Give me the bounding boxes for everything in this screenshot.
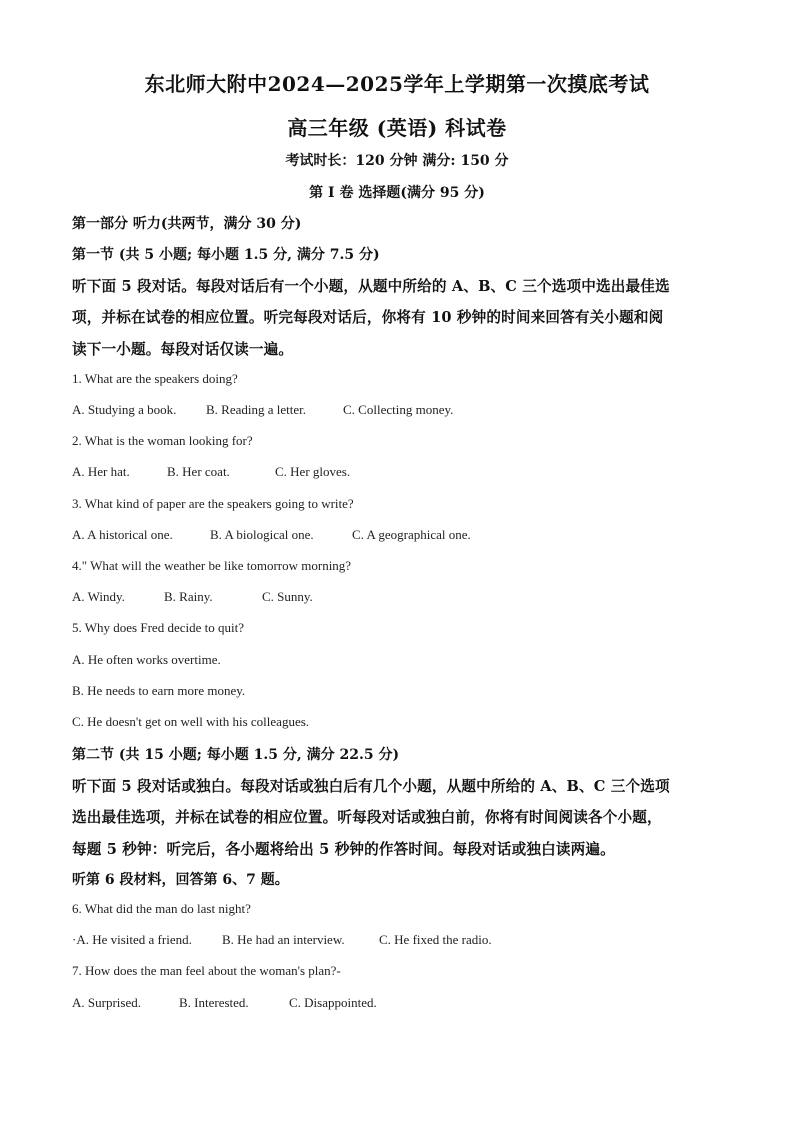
option-a: A. Windy. — [72, 589, 125, 604]
option-c: C. Collecting money. — [343, 402, 454, 417]
section1-instruction-line: 读下一小题。每段对话仅读一遍。 — [72, 341, 294, 358]
question-5-option-a: A. He often works overtime. — [72, 652, 221, 667]
question-3: 3. What kind of paper are the speakers going to write? — [72, 496, 354, 511]
option-c: C. Sunny. — [262, 589, 313, 604]
option-c: C. Her gloves. — [275, 464, 351, 479]
exam-info: 考试时长：120 分钟 满分: 150 分 — [285, 153, 509, 169]
question-6-options — [72, 932, 492, 948]
question-3-options — [72, 527, 471, 543]
question-5: 5. Why does Fred decide to quit? — [72, 620, 244, 635]
option-b: B. A biological one. — [210, 527, 314, 542]
option-b: B. Reading a letter. — [206, 402, 307, 417]
question-7: 7. How does the man feel about the woman's plan?- — [72, 963, 341, 978]
option-a: A. A historical one. — [72, 527, 173, 542]
material-heading: 听第 6 段材料，回答第 6、7 题。 — [72, 872, 289, 888]
option-c: C. He fixed the radio. — [379, 932, 492, 947]
question-6: 6. What did the man do last night? — [72, 901, 251, 916]
section2-heading: 第二节 (共 15 小题; 每小题 1.5 分, 满分 22.5 分) — [72, 747, 400, 763]
question-7-options — [72, 995, 377, 1011]
question-5-option-c: C. He doesn't get on well with his colleagues. — [72, 714, 310, 729]
section1-instruction-line: 项，并标在试卷的相应位置。听完每段对话后，你将有 10 秒钟的时间来回答有关小题和阅 — [72, 309, 664, 326]
option-a: A. Surprised. — [72, 995, 141, 1010]
question-1-options — [72, 402, 453, 418]
option-a: ·A. He visited a friend. — [72, 932, 192, 947]
section2-instruction-line: 听下面 5 段对话或独白。每段对话或独白后有几个小题，从题中所给的 A、B、C 三个选项 — [72, 778, 670, 795]
option-c: C. Disappointed. — [289, 995, 377, 1010]
question-2: 2. What is the woman looking for? — [72, 433, 253, 448]
option-a: A. Studying a book. — [72, 402, 177, 417]
section1-instruction-line: 听下面 5 段对话。每段对话后有一个小题，从题中所给的 A、B、C 三个选项中选出最佳选 — [72, 278, 670, 295]
section2-instruction-line: 每题 5 秒钟：听完后，各小题将给出 5 秒钟的作答时间。每段对话或独白读两遍。 — [72, 841, 615, 858]
section2-instruction-line: 选出最佳选项，并标在试卷的相应位置。听每段对话或独白前，你将有时间阅读各个小题， — [72, 809, 662, 826]
question-4: 4." What will the weather be like tomorrow morning? — [72, 558, 352, 573]
question-1: 1. What are the speakers doing? — [72, 371, 238, 386]
option-b: B. Interested. — [179, 995, 249, 1010]
option-a: A. Her hat. — [72, 464, 130, 479]
question-5-option-b: B. He needs to earn more money. — [72, 683, 246, 698]
part1-heading: 第一部分 听力(共两节，满分 30 分) — [72, 216, 302, 232]
option-b: B. Her coat. — [167, 464, 230, 479]
question-4-options — [72, 589, 313, 605]
section1-heading: 第一节 (共 5 小题; 每小题 1.5 分, 满分 7.5 分) — [72, 247, 380, 263]
exam-subtitle: 高三年级 (英语) 科试卷 — [287, 116, 507, 140]
exam-title: 东北师大附中2024—2025学年上学期第一次摸底考试 — [144, 72, 650, 96]
volume-title: 第 I 卷 选择题(满分 95 分) — [309, 185, 485, 201]
option-b: B. Rainy. — [164, 589, 213, 604]
option-c: C. A geographical one. — [352, 527, 471, 542]
option-b: B. He had an interview. — [222, 932, 345, 947]
question-2-options — [72, 464, 350, 480]
